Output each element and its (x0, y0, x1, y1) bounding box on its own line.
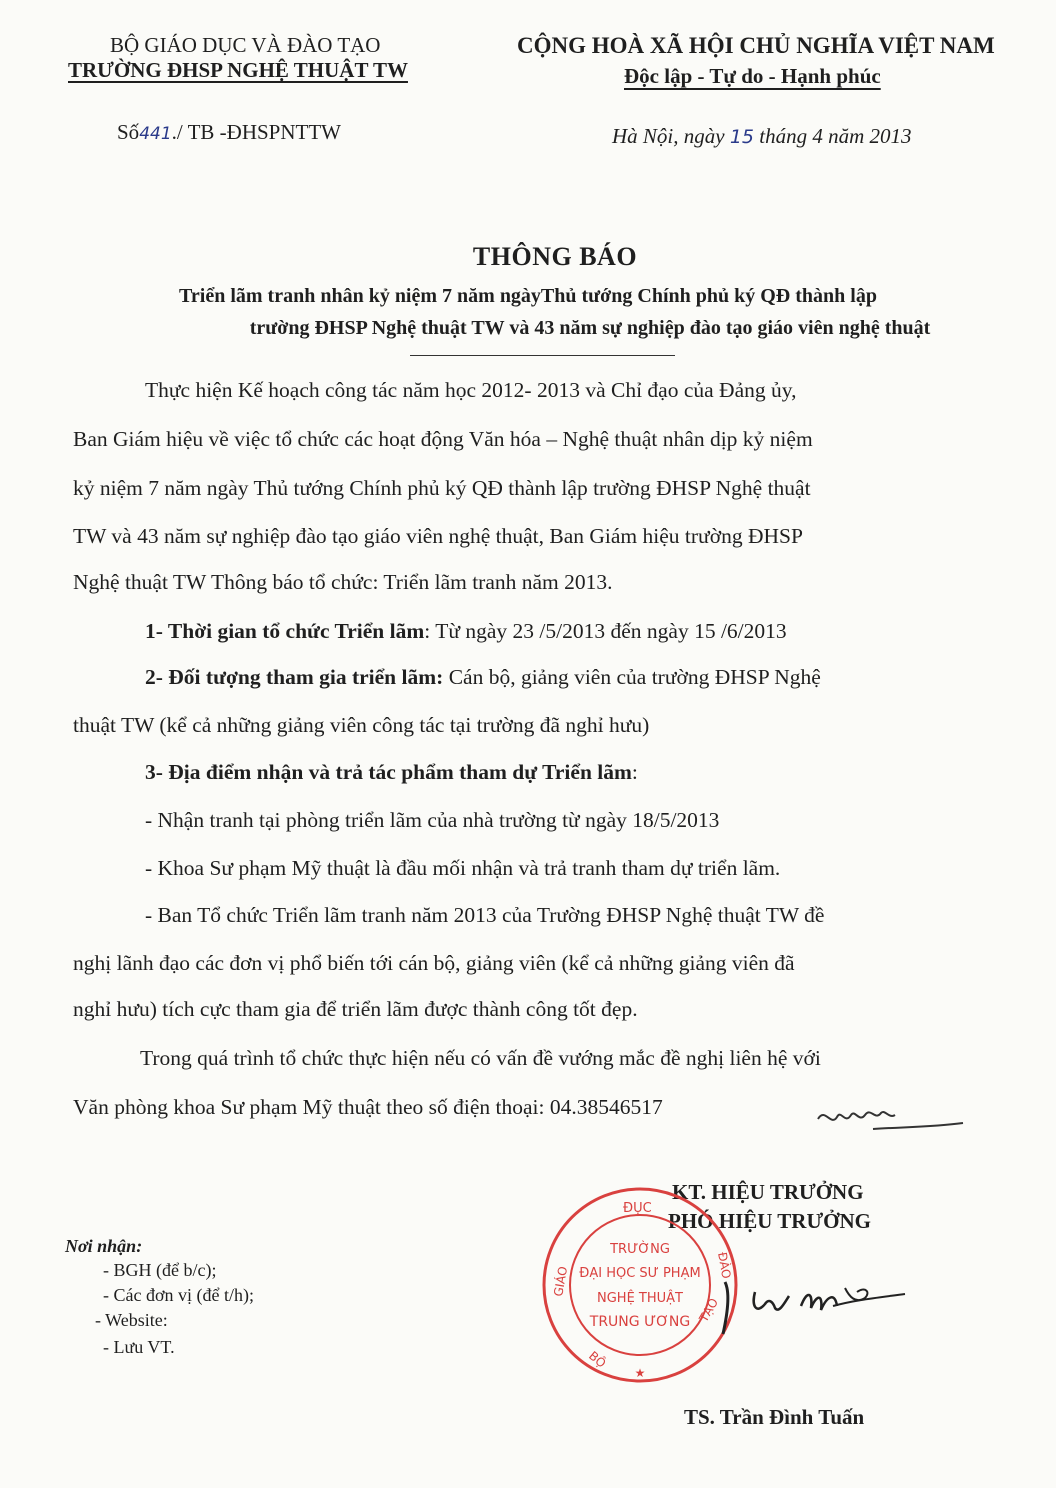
date-suffix: tháng 4 năm 2013 (759, 124, 912, 148)
closing-line-1: Trong quá trình tổ chức thực hiện nếu có vấn đề vướng mắc đề nghị liên hệ với (140, 1046, 821, 1070)
handwritten-note-icon (813, 1097, 968, 1137)
number-prefix: Số (117, 120, 140, 144)
item-3 (145, 760, 638, 785)
intro-line-4: TW và 43 năm sự nghiệp đào tạo giáo viên nghệ thuật, Ban Giám hiệu trường ĐHSP (73, 524, 803, 548)
item-3-colon: : (631, 760, 638, 784)
item-1-text: : Từ ngày 23 /5/2013 đến ngày 15 /6/2013 (424, 619, 787, 643)
bullet-1: - Nhận tranh tại phòng triển lãm của nhà trường từ ngày 18/5/2013 (145, 808, 720, 832)
item-2-label: 2- Đối tượng tham gia triển lãm: (145, 665, 444, 689)
recipient-item: - BGH (để b/c); (103, 1260, 217, 1280)
item-1 (145, 619, 787, 644)
document-date (612, 124, 912, 149)
bullet-2: - Khoa Sư phạm Mỹ thuật là đầu mối nhận và trả tranh tham dự triển lãm. (145, 856, 781, 880)
recipients-heading-colon: : (136, 1236, 143, 1256)
item-2-continuation: thuật TW (kể cả những giảng viên công tác tại trường đã nghỉ hưu) (73, 713, 650, 737)
intro-line-5: Nghệ thuật TW Thông báo tổ chức: Triển lãm tranh năm 2013. (73, 570, 613, 594)
number-suffix: ./ TB -ĐHSPNTTW (171, 120, 342, 144)
closing-line-2: Văn phòng khoa Sư phạm Mỹ thuật theo số điện thoại: 04.38546517 (73, 1095, 663, 1119)
stamp-top-arc: ĐỤC (623, 1201, 652, 1216)
national-motto: Độc lập - Tự do - Hạnh phúc (624, 64, 881, 88)
stamp-left-arc: GIÁO (551, 1265, 571, 1298)
item-2-text: Cán bộ, giảng viên của trường ĐHSP Nghệ (443, 665, 821, 689)
intro-line-2: Ban Giám hiệu về việc tổ chức các hoạt động Văn hóa – Nghệ thuật nhân dịp kỷ niệm (73, 427, 813, 451)
signature-title-2: PHÓ HIỆU TRƯỞNG (668, 1209, 872, 1233)
signature-icon (715, 1252, 915, 1347)
bullet-3-line-1: - Ban Tổ chức Triển lãm tranh năm 2013 của Trường ĐHSP Nghệ thuật TW đề (145, 903, 825, 927)
document-number (117, 120, 341, 145)
date-day-handwritten: 15 (729, 126, 755, 148)
item-3-label: 3- Địa điểm nhận và trả tác phẩm tham dự Triển lãm (145, 760, 632, 784)
official-stamp (540, 1185, 740, 1385)
stamp-bottom-right: TẠO (696, 1295, 722, 1325)
stamp-star: ★ (634, 1366, 646, 1380)
stamp-line-3: NGHỆ THUẬT (597, 1291, 683, 1306)
signer-name: TS. Trần Đình Tuấn (684, 1405, 865, 1429)
subtitle-line-2: trường ĐHSP Nghệ thuật TW và 43 năm sự nghiệp đào tạo giáo viên nghệ thuật (249, 317, 931, 339)
bullet-3-line-2: nghị lãnh đạo các đơn vị phổ biến tới cán bộ, giảng viên (kể cả những giảng viên đã (73, 951, 795, 975)
item-1-label: 1- Thời gian tổ chức Triển lãm (145, 619, 425, 643)
stamp-line-1: TRƯỜNG (610, 1242, 670, 1257)
republic-name: CỘNG HOÀ XÃ HỘI CHỦ NGHĨA VIỆT NAM (517, 33, 995, 58)
intro-line-3: kỷ niệm 7 năm ngày Thủ tướng Chính phủ ký QĐ thành lập trường ĐHSP Nghệ thuật (73, 476, 811, 500)
document-title: THÔNG BÁO (472, 242, 638, 271)
intro-line-1: Thực hiện Kế hoạch công tác năm học 2012- 2013 và Chỉ đạo của Đảng ủy, (145, 378, 797, 402)
school-name: TRƯỜNG ĐHSP NGHỆ THUẬT TW (68, 58, 408, 82)
title-divider (410, 355, 675, 356)
stamp-bottom-left: BỘ (586, 1348, 609, 1371)
number-handwritten: 441 (139, 124, 172, 144)
ministry-name: BỘ GIÁO DỤC VÀ ĐÀO TẠO (110, 33, 381, 57)
stamp-line-4: TRUNG ƯƠNG (589, 1314, 691, 1330)
signature-title-1: KT. HIỆU TRƯỞNG (672, 1180, 864, 1204)
stamp-right-arc: ĐÀO (715, 1251, 734, 1280)
recipients-heading-text: Nơi nhận (65, 1236, 137, 1256)
item-2 (145, 665, 821, 690)
bullet-3-line-3: nghỉ hưu) tích cực tham gia để triển lãm được thành công tốt đẹp. (73, 997, 638, 1021)
recipient-item: - Các đơn vị (để t/h); (103, 1285, 254, 1305)
subtitle-line-1: Triển lãm tranh nhân kỷ niệm 7 năm ngàyThủ tướng Chính phủ ký QĐ thành lập (179, 285, 877, 307)
recipient-item: - Website: (95, 1310, 168, 1330)
recipients-heading (65, 1236, 142, 1257)
stamp-line-2: ĐẠI HỌC SƯ PHẠM (579, 1266, 701, 1281)
recipient-item: - Lưu VT. (103, 1337, 175, 1357)
date-prefix: Hà Nội, ngày (612, 124, 725, 148)
